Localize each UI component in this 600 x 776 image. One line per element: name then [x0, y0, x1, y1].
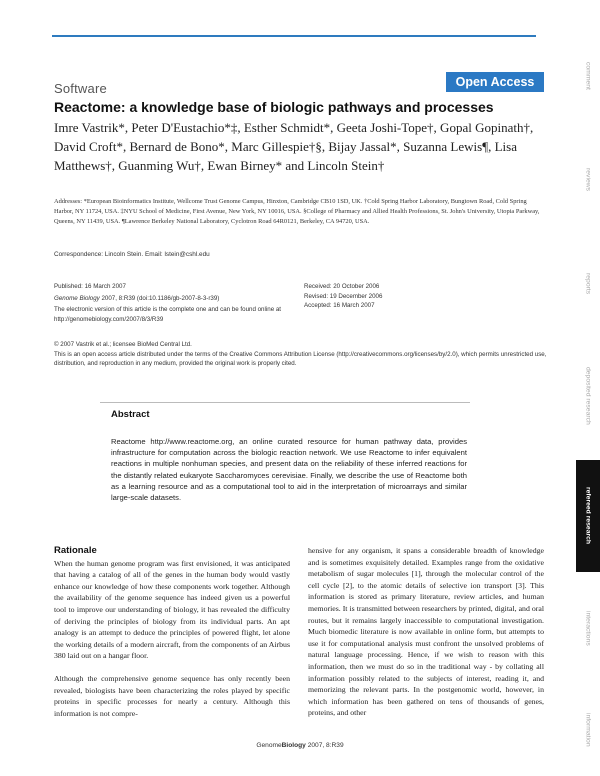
received-date: Received: 20 October 2006 — [304, 283, 380, 290]
abstract-text: Reactome http://www.reactome.org, an online curated resource for human pathway data, provides infrastructure for computation across the biologic reaction network. We use Reactome to infer equivalent reactions in multiple nonhuman species, and present data on the reliability of these inferred reactions for the distantly related eukaryote Saccharomyces cerevisiae. Finally, we describe the use of Reactome both as a learning resource and as a computational tool to aid in the interpretation of microarrays and similar large-scale datasets. — [111, 437, 467, 503]
online-version-note[interactable]: The electronic version of this article is the complete one and can be found online at http://genomebiology.com/2007/8/3/R39 — [54, 306, 282, 323]
correspondence: Correspondence: Lincoln Stein. Email: lstein@cshl.edu — [54, 251, 210, 258]
published-date: Published: 16 March 2007 — [54, 283, 126, 290]
sidebar-tab-label: refereed research — [584, 487, 592, 545]
open-access-badge: Open Access — [446, 72, 544, 92]
page-footer — [0, 742, 600, 749]
article-title: Reactome: a knowledge base of biologic pathways and processes — [54, 99, 494, 115]
sidebar-tab-label: interactions — [584, 610, 592, 646]
affiliations: Addresses: *European Bioinformatics Institute, Wellcome Trust Genome Campus, Hinxton, Cambridge CB10 1SD, UK. †Cold Spring Harbor Laboratory, Bungtown Road, Cold Spring Harbor, NY 11724, USA. ‡NYU School of Medicine, First Avenue, New York, NY 10016, USA. §College of Pharmacy and Allied Health Professions, St. John's University, Utopia Parkway, Queens, NY 11439, USA. ¶Lawrence Berkeley National Laboratory, Cyclotron Road 64R0121, Berkeley, CA 94720, USA. — [54, 198, 540, 225]
copyright: © 2007 Vastrik et al.; licensee BioMed Central Ltd. — [54, 341, 192, 348]
sidebar-tab-information[interactable] — [576, 684, 600, 776]
section-label: Software — [54, 81, 107, 96]
sidebar-tab-interactions[interactable] — [576, 580, 600, 676]
sidebar-tab-label: reviews — [584, 168, 592, 192]
sidebar-tab-comment[interactable] — [576, 28, 600, 124]
sidebar-tab-deposited-research[interactable] — [576, 340, 600, 452]
footer-journal-b: Biology — [281, 742, 306, 749]
body-paragraph: hensive for any organism, it spans a considerable breadth of knowledge and is sometimes exquisitely detailed. Examples range from the oxidative metabolism of sugar molecules [1], through the molecular control of the cell cycle [2], to the atomic details of selective ion transport [3]. This information is stored as primary literature, review articles, and human memories. It is transmitted between researchers by printed, digital, and oral routes, but it remains largely inaccessible to computational investigation. Much biomedic literature is now available in online form, but attempts to use it for computational analysis must confront the unsolved problems of natural language processing. Hence, if we wish to reason with this information, then we must do so in the traditional way - by collating all information possibly related to the subjects of interest, reading it, and memorizing the relevant parts. In the postgenomic world, however, in which information has been gathered on tens of thousands of genes, proteins, and other — [308, 546, 544, 718]
sidebar-tab-label: information — [584, 713, 592, 747]
sidebar-tab-reports[interactable] — [576, 236, 600, 332]
license-block — [54, 340, 550, 369]
citation-journal: Genome Biology — [54, 294, 100, 302]
rationale-heading: Rationale — [54, 545, 97, 556]
footer-journal-a: Genome — [256, 742, 282, 749]
section-sidebar — [576, 28, 600, 776]
sidebar-tab-label: comment — [584, 62, 592, 90]
sidebar-tab-refereed-research[interactable] — [576, 460, 600, 572]
body-paragraph: When the human genome program was first envisioned, it was anticipated that having a catalog of all of the genes in the human body would vastly enhance our knowledge of how these components work together. Although the availability of the genome sequence has indeed given us a powerful tool to improve our understanding of biology, it has revealed the difficulty of deriving the principles of biology from its individual parts. An apt analogy is an attempt to deduce the principles of powered flight, let alone the working details of a modern aircraft, from the components of an Airbus 380 laid out on a hangar floor. — [54, 558, 290, 661]
footer-citation: 2007, 8:R39 — [307, 742, 344, 749]
revised-date: Revised: 19 December 2006 — [304, 292, 383, 300]
publication-meta — [54, 282, 294, 326]
author-list: Imre Vastrik*, Peter D'Eustachio*‡, Esther Schmidt*, Geeta Joshi-Tope†, Gopal Gopinath†, David Croft*, Bernard de Bono*, Marc Gillespie†§, Bijay Jassal*, Suzanna Lewis¶, Lisa Matthews†, Guanming Wu†, Ewan Birney* and Lincoln Stein† — [54, 120, 534, 173]
sidebar-tab-reviews[interactable] — [576, 132, 600, 228]
abstract-heading: Abstract — [111, 409, 150, 420]
sidebar-tab-label: reports — [584, 273, 592, 295]
sidebar-tab-label: deposited research — [584, 367, 592, 425]
header-rule — [52, 35, 536, 37]
citation — [54, 294, 294, 304]
citation-details: 2007, 8:R39 (doi:10.1186/gb-2007-8-3-r39) — [101, 294, 220, 302]
license-text: This is an open access article distributed under the terms of the Creative Commons Attribution License (http://creativecommons.org/licenses/by/2.0), which permits unrestricted use, distribution, and reproduction in any medium, provided the original work is properly cited. — [54, 350, 547, 367]
body-column-right — [308, 545, 544, 719]
body-column-left — [54, 545, 290, 719]
review-dates — [304, 282, 504, 311]
body-paragraph: Although the comprehensive genome sequence has only recently been revealed, biologists have been characterizing the roles played by specific proteins in specific processes for nearly a century. Although this information is not compre- — [54, 673, 290, 718]
accepted-date: Accepted: 16 March 2007 — [304, 302, 375, 309]
